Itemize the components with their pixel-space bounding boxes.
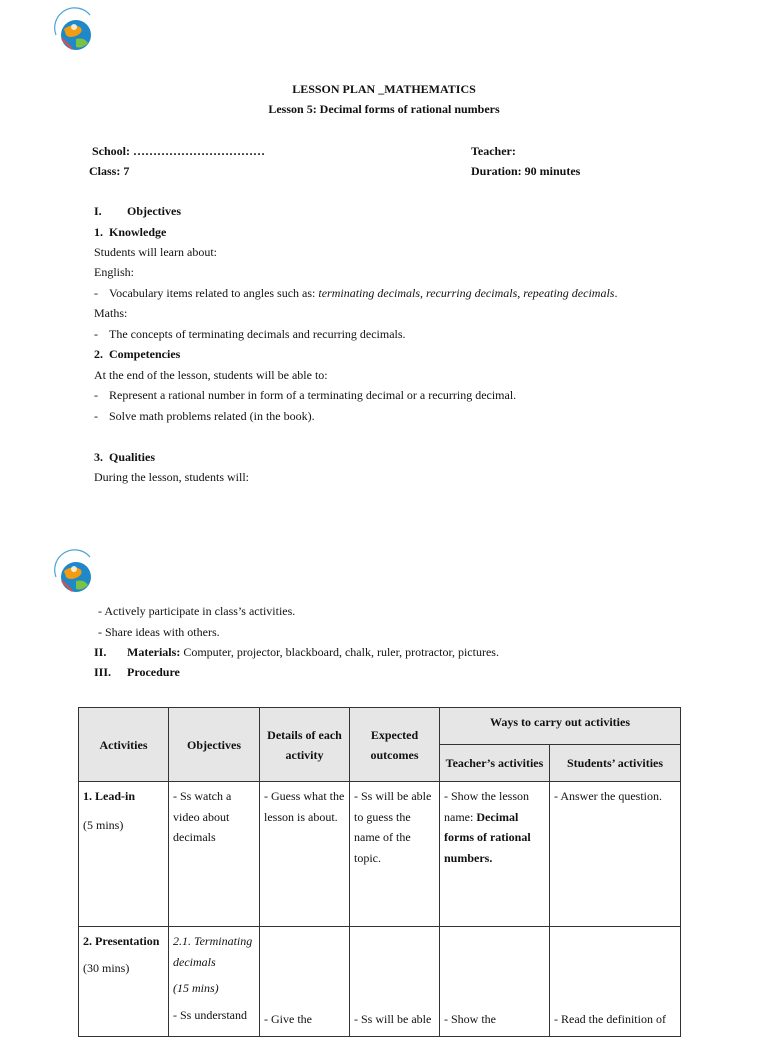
students-text: - Read the definition of	[554, 1012, 666, 1026]
header-teacher: Teacher’s activities	[440, 745, 550, 782]
objectives-cell	[169, 927, 260, 1037]
outcomes-cell	[350, 927, 440, 1037]
qualities-intro: During the lesson, students will:	[94, 470, 249, 484]
competency-item	[94, 409, 315, 423]
header-ways: Ways to carry out activities	[440, 708, 681, 745]
objectives-cell: - Ss watch a video about decimals	[169, 782, 260, 927]
activity-time: (5 mins)	[83, 817, 124, 832]
students-cell	[550, 927, 681, 1037]
details-cell	[260, 927, 350, 1037]
header-students: Students’ activities	[550, 745, 681, 782]
activity-cell	[79, 927, 169, 1037]
activity-name: 2. Presentation	[83, 934, 160, 948]
school-value: ……………………………	[133, 144, 266, 158]
objectives-heading: Objectives	[127, 204, 181, 218]
english-item-terms: terminating decimals, recurring decimals, repeating decimals	[318, 286, 615, 300]
class-label: Class: 7	[89, 164, 130, 178]
header-details: Details of each activity	[260, 708, 350, 782]
procedure-heading: Procedure	[127, 665, 180, 679]
activity-time: (30 mins)	[83, 960, 130, 975]
competencies-intro: At the end of the lesson, students will be able to:	[94, 368, 328, 382]
maths-item	[94, 327, 406, 341]
details-cell: - Guess what the lesson is about.	[260, 782, 350, 927]
competency-item-text: Solve math problems related (in the book).	[109, 409, 315, 423]
school-logo	[50, 547, 102, 599]
table-header-row	[79, 708, 681, 745]
knowledge-heading-row	[94, 225, 166, 239]
english-label: English:	[94, 265, 135, 279]
knowledge-heading: Knowledge	[109, 225, 167, 239]
teacher-text: - Show the	[444, 1012, 496, 1026]
header-objectives: Objectives	[169, 708, 260, 782]
materials-label: Materials:	[127, 645, 181, 659]
knowledge-intro: Students will learn about:	[94, 245, 217, 259]
students-cell: - Answer the question.	[550, 782, 681, 927]
competency-item-text: Represent a rational number in form of a terminating decimal or a recurring decimal.	[109, 388, 517, 402]
bullet: -	[94, 286, 98, 300]
table-row	[79, 927, 681, 1037]
english-item-suffix: .	[614, 286, 618, 300]
teacher-text: - Show the lesson name:	[444, 789, 529, 824]
activity-cell	[79, 782, 169, 927]
qualities-heading-row	[94, 450, 155, 464]
qualities-heading: Qualities	[109, 450, 156, 464]
procedure-table	[78, 707, 681, 1037]
lesson-subtitle: Lesson 5: Decimal forms of rational numbers	[268, 102, 500, 116]
competencies-number: 2.	[94, 347, 103, 361]
details-text: - Give the	[264, 1012, 312, 1026]
header-outcomes: Expected outcomes	[350, 708, 440, 782]
teacher-label: Teacher:	[471, 144, 516, 158]
teacher-cell	[440, 927, 550, 1037]
outcomes-text: - Ss will be able	[354, 1012, 432, 1026]
maths-item-text: The concepts of terminating decimals and recurring decimals.	[109, 327, 406, 341]
procedure-roman: III.	[94, 665, 112, 679]
school-label: School:	[92, 144, 131, 158]
table-row	[79, 782, 681, 927]
objectives-text: - Ss understand	[173, 1007, 247, 1022]
header-activities: Activities	[79, 708, 169, 782]
school-field	[92, 144, 265, 158]
qualities-number: 3.	[94, 450, 103, 464]
quality-item: - Share ideas with others.	[98, 625, 220, 639]
knowledge-number: 1.	[94, 225, 103, 239]
materials-value: Computer, projector, blackboard, chalk, ruler, protractor, pictures.	[180, 645, 499, 659]
school-logo	[50, 5, 102, 57]
lesson-name: Decimal forms of rational numbers.	[444, 809, 531, 865]
quality-item: - Actively participate in class’s activities.	[98, 604, 296, 618]
outcomes-cell: - Ss will be able to guess the name of the topic.	[350, 782, 440, 927]
maths-label: Maths:	[94, 306, 128, 320]
objectives-time: (15 mins)	[173, 981, 219, 995]
objectives-roman: I.	[94, 204, 102, 218]
duration-label: Duration: 90 minutes	[471, 164, 581, 178]
competency-item	[94, 388, 516, 402]
page-title: LESSON PLAN _MATHEMATICS	[292, 82, 476, 96]
materials-roman: II.	[94, 645, 107, 659]
activity-name: 1. Lead-in	[83, 789, 136, 803]
competencies-heading-row	[94, 347, 180, 361]
competencies-heading: Competencies	[109, 347, 181, 361]
bullet: -	[94, 327, 98, 341]
english-item-prefix: Vocabulary items related to angles such as:	[109, 286, 319, 300]
bullet: -	[94, 409, 98, 423]
objectives-subheading: 2.1. Terminating decimals	[173, 934, 253, 969]
english-item	[94, 286, 617, 300]
bullet: -	[94, 388, 98, 402]
teacher-cell	[440, 782, 550, 927]
materials-row	[127, 645, 499, 659]
